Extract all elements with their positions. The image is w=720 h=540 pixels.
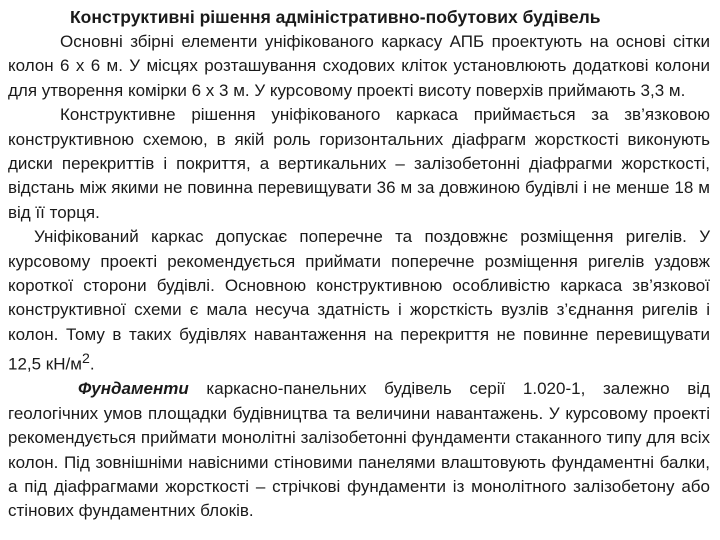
- paragraph-foundations: [8, 377, 710, 523]
- page-title: Конструктивні рішення адміністративно-побутових будівель: [70, 7, 601, 27]
- crossbars-text: Уніфікований каркас допускає поперечне та поздовжнє розміщення ригелів. У курсовому проекті рекомендується приймати поперечне розміщення ригелів уздовж короткої сторони будівлі. Основною конструктивною особливістю каркаса зв’язкової конструктивної схеми є мала несуча здатність і жорсткість вузлів з’єднання ригелів і колон. Тому в таких будівлях навантаження на перекриття не повинне перевищувати 12,5 кН/м: [8, 227, 710, 374]
- unit-superscript: 2: [81, 351, 90, 368]
- foundations-keyword: Фундаменти: [78, 379, 189, 399]
- foundations-text: каркасно-панельних будівель серії 1.020-1, залежно від геологічних умов площадки будівництва та величини навантажень. У курсовому проекті рекомендується приймати монолітні залізобетонні фундаменти стаканного типу для всіх колон. Під зовнішніми навісними стіновими панелями влаштовують фундаментні балки, а під діафрагмами жорсткості – стрічкові фундаменти із монолітного залізобетону або стінових фундаментних блоків.: [8, 379, 710, 521]
- paragraph-crossbars: [8, 225, 710, 377]
- paragraph-grid: Основні збірні елементи уніфікованого каркасу АПБ проектують на основі сітки колон 6 х 6 м. У місцях розташування сходових кліток установлюють додаткові колони для утворення комірки 6 х 3 м. У курсовому проекті висоту поверхів приймають 3,3 м.: [8, 32, 710, 100]
- paragraph-structural-scheme: Конструктивне рішення уніфікованого каркаса приймається за зв’язковою конструктивною схемою, в якій роль горизонтальних діафрагм жорсткості виконують диски перекриттів і покриття, а вертикальних – залізобетонні діафрагми жорсткості, відстань між якими не повинна перевищувати 36 м за довжиною будівлі і не менше 18 м від її торця.: [8, 105, 710, 222]
- crossbars-end: .: [89, 354, 95, 374]
